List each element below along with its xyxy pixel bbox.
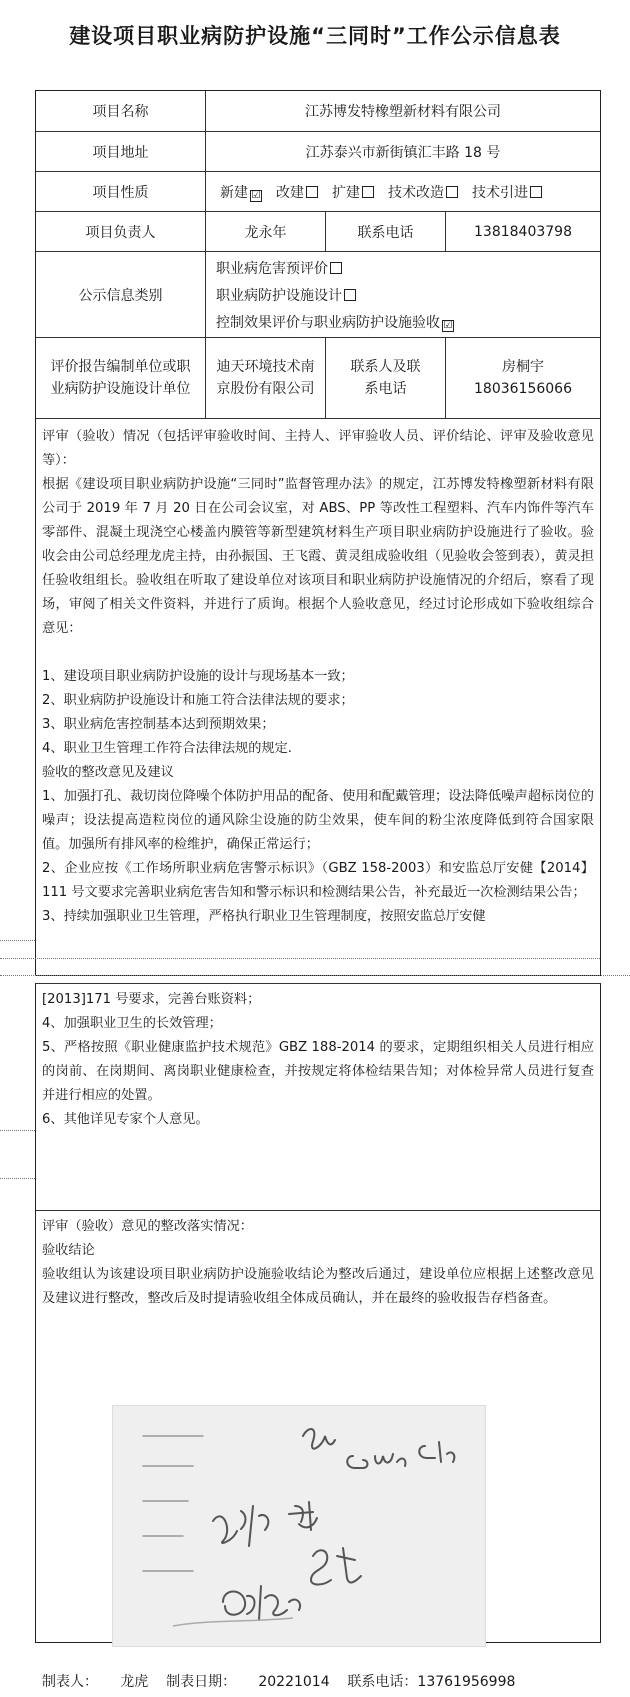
preparer-value: 龙虎: [120, 1674, 149, 1690]
suggestion-item: 4、加强职业卫生的长效管理；: [42, 1016, 222, 1031]
project-name-value: 江苏博发特橡塑新材料有限公司: [305, 104, 501, 120]
project-nature-options: [206, 172, 600, 211]
checkbox-checked-icon[interactable]: ☑: [251, 189, 261, 201]
contact-phone-label: 联系电话: [326, 212, 446, 251]
review-section: [42, 425, 594, 929]
row-info-type: [36, 252, 600, 338]
suggestion-item: 1、加强打孔、裁切岗位降噪个体防护用品的配备、使用和配戴管理；设法降低噪声超标岗位的噪声；设法提高造粒岗位的通风除尘设施的防尘效果，使车间的粉尘浓度降低到符合国家限值。加强所有排风率的检维护，确保正常运行；: [42, 789, 594, 852]
contact-person-name: 房桐宇: [502, 359, 544, 375]
nature-option[interactable]: 技术改造: [388, 182, 458, 202]
phone-label: 联系电话：: [347, 1674, 418, 1690]
suggestion-item: 3、持续加强职业卫生管理，严格执行职业卫生管理制度，按照安监总厅安健: [42, 909, 486, 924]
suggestion-item: 6、其他详见专家个人意见。: [42, 1112, 209, 1127]
checkbox-icon[interactable]: [344, 289, 356, 301]
handwritten-signatures-icon: [113, 1406, 485, 1646]
contact-phone-value: 13818403798: [474, 223, 572, 240]
suggestion-item: [2013]171 号要求，完善台账资料；: [42, 992, 261, 1007]
info-type-option[interactable]: 控制效果评价与职业病防护设施验收 ☑: [216, 314, 453, 331]
project-nature-label: 项目性质: [36, 172, 206, 211]
page-break-line: [0, 940, 35, 941]
project-address-label: 项目地址: [36, 132, 206, 171]
conclusion-item: 3、职业病危害控制基本达到预期效果；: [42, 717, 275, 732]
nature-option[interactable]: 技术引进: [472, 182, 542, 202]
phone-value: 13761956998: [417, 1674, 516, 1690]
page-break-line: [0, 1178, 35, 1179]
project-address-value: 江苏泰兴市新街镇汇丰路 18 号: [305, 144, 501, 161]
nature-option[interactable]: 扩建: [332, 182, 374, 202]
row-manager: [36, 212, 600, 252]
page-break-line: [0, 975, 630, 976]
nature-option[interactable]: 新建 ☑: [220, 184, 261, 201]
row-project-nature: [36, 172, 600, 212]
checkbox-icon[interactable]: [530, 186, 542, 198]
date-label: 制表日期：: [166, 1674, 237, 1690]
signature-scan: [112, 1405, 486, 1647]
preparer-label: 制表人：: [42, 1674, 98, 1690]
contact-person-phone: 18036156066: [474, 381, 572, 397]
checkbox-icon[interactable]: [306, 186, 318, 198]
checkbox-icon[interactable]: [362, 186, 374, 198]
suggest-title: 验收的整改意见及建议: [42, 765, 174, 780]
conclusion-item: 1、建设项目职业病防护设施的设计与现场基本一致；: [42, 669, 354, 684]
nature-option[interactable]: 改建: [276, 182, 318, 202]
rectify-section: [42, 1215, 594, 1311]
continued-text: [42, 988, 594, 1132]
checkbox-checked-icon[interactable]: ☑: [443, 319, 453, 331]
suggestion-item: 5、严格按照《职业健康监护技术规范》GBZ 188-2014 的要求，定期组织相关人员进行相应的岗前、在岗期间、离岗职业健康检查，并按规定将体检结果告知；对体检异常人员进行复查并进行相应的处置。: [42, 1040, 594, 1103]
checkbox-icon[interactable]: [446, 186, 458, 198]
contact-person-cell: [446, 338, 600, 418]
row-org: [36, 338, 600, 419]
project-name-label: 项目名称: [36, 91, 206, 131]
org-label: 评价报告编制单位或职业病防护设施设计单位: [36, 338, 206, 418]
info-type-label: 公示信息类别: [36, 252, 206, 337]
review-body: 根据《建设项目职业病防护设施“三同时”监督管理办法》的规定，江苏博发特橡塑新材料有限公司于 2019 年 7 月 20 日在公司会议室，对 ABS、PP 等改性工程塑料、汽车内饰件等汽车零部件、混凝土现浇空心楼盖内膜管等新型建筑材料生产项目职业病防护设施进行了验收。验收会由公司总经理龙虎主持，由孙振国、王飞霞、黄灵组成验收组（见验收会签到表），黄灵担任验收组组长。验收组在听取了建设单位对该项目和职业病防护设施情况的介绍后，察看了现场，审阅了相关文件资料，并进行了质询。根据个人验收意见，经过讨论形成如下验收组综合意见：: [42, 477, 594, 636]
info-type-options: [206, 252, 600, 337]
rectify-conclusion-label: 验收结论: [42, 1243, 95, 1258]
review-intro: 评审（验收）情况（包括评审验收时间、主持人、评审验收人员、评价结论、评审及验收意见等）：: [42, 429, 594, 468]
section-divider: [36, 1210, 600, 1211]
page-break-line: [0, 958, 600, 959]
conclusion-item: 2、职业病防护设施设计和施工符合法律法规的要求；: [42, 693, 354, 708]
manager-value: 龙永年: [206, 212, 326, 251]
rectify-title: 评审（验收）意见的整改落实情况：: [42, 1219, 253, 1234]
footer: [42, 1671, 515, 1691]
suggestion-item: 2、企业应按《工作场所职业病危害警示标识》（GBZ 158-2003）和安监总厅安健【2014】111 号文要求完善职业病危害告知和警示标识和检测结果公告，补充最近一次检测结果公告；: [42, 861, 594, 900]
rectify-conclusion-text: 验收组认为该建设项目职业病防护设施验收结论为整改后通过，建设单位应根据上述整改意见及建议进行整改，整改后及时提请验收组全体成员确认，并在最终的验收报告存档备查。: [42, 1267, 594, 1306]
page-title: 建设项目职业病防护设施“三同时”工作公示信息表: [69, 24, 561, 48]
conclusion-item: 4、职业卫生管理工作符合法律法规的规定.: [42, 741, 292, 756]
org-value: 迪天环境技术南京股份有限公司: [206, 338, 326, 418]
info-type-option[interactable]: 职业病防护设施设计: [216, 285, 356, 305]
row-project-name: [36, 91, 600, 132]
page-break-line: [0, 1130, 35, 1131]
contact-person-label: 联系人及联系电话: [326, 338, 446, 418]
checkbox-icon[interactable]: [330, 262, 342, 274]
date-value: 20221014: [258, 1674, 330, 1690]
info-type-option[interactable]: 职业病危害预评价: [216, 258, 342, 278]
info-table: [35, 90, 601, 976]
row-project-address: [36, 132, 600, 172]
manager-label: 项目负责人: [36, 212, 206, 251]
